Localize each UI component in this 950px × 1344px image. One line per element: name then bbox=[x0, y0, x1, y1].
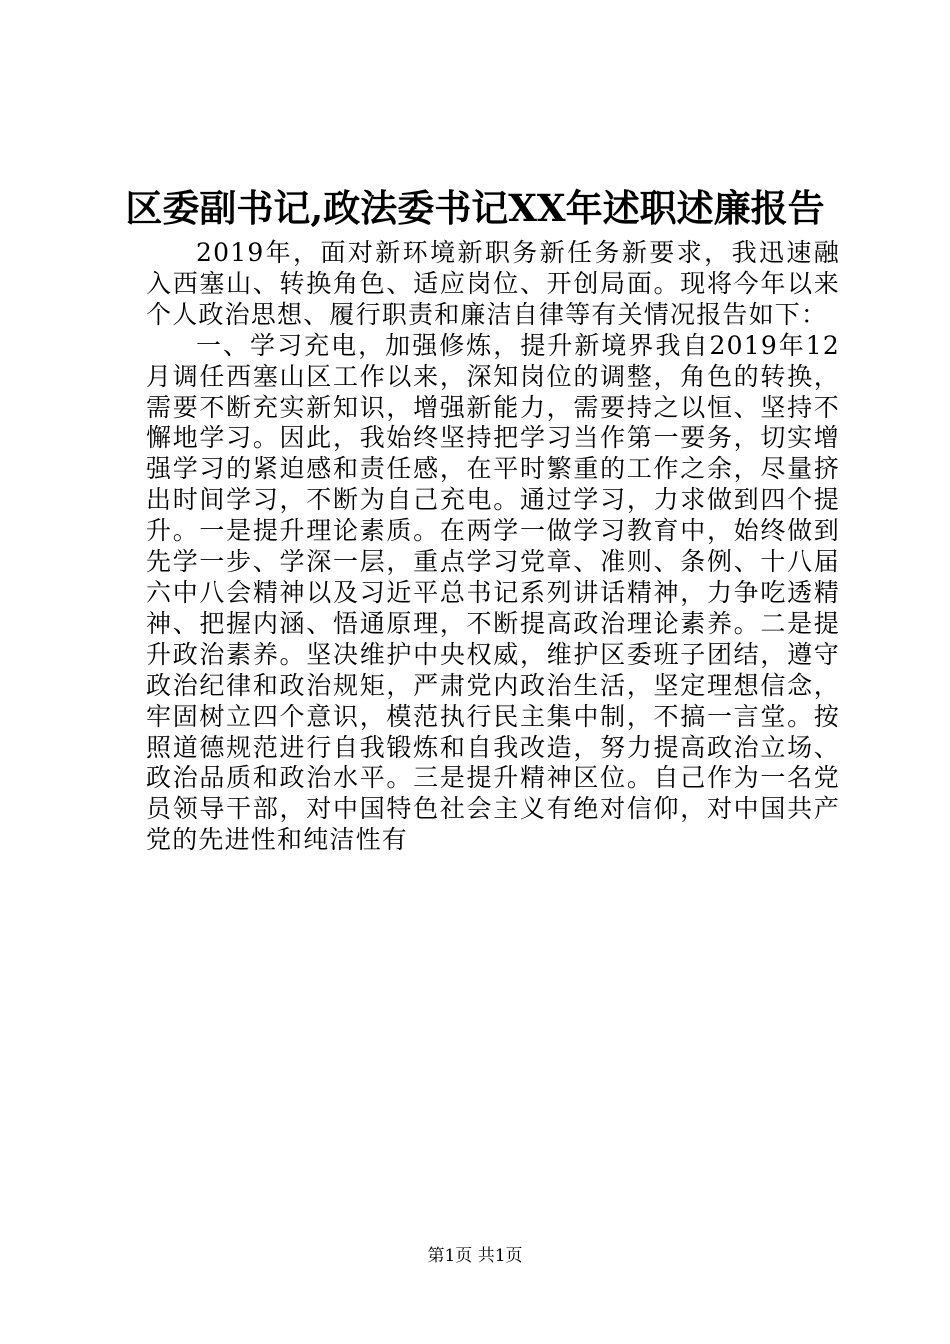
document-body bbox=[146, 238, 840, 856]
page-footer: 第1页 共1页 bbox=[427, 1246, 523, 1266]
paragraph-intro: 2019年，面对新环境新职务新任务新要求，我迅速融入西塞山、转换角色、适应岗位、开创局面。现将今年以来个人政治思想、履行职责和廉洁自律等有关情况报告如下： bbox=[146, 238, 840, 329]
paragraph-section-one: 一、学习充电，加强修炼，提升新境界我自2019年12月调任西塞山区工作以来，深知岗位的调整，角色的转换，需要不断充实新知识，增强新能力，需要持之以恒、坚持不懈地学习。因此，我始终坚持把学习当作第一要务，切实增强学习的紧迫感和责任感，在平时繁重的工作之余，尽量挤出时间学习，不断为自己充电。通过学习，力求做到四个提升。一是提升理论素质。在两学一做学习教育中，始终做到先学一步、学深一层，重点学习党章、准则、条例、十八届六中八会精神以及习近平总书记系列讲话精神，力争吃透精神、把握内涵、悟通原理，不断提高政治理论素养。二是提升政治素养。坚决维护中央权威，维护区委班子团结，遵守政治纪律和政治规矩，严肃党内政治生活，坚定理想信念，牢固树立四个意识，模范执行民主集中制，不搞一言堂。按照道德规范进行自我锻炼和自我改造，努力提高政治立场、政治品质和政治水平。三是提升精神区位。自己作为一名党员领导干部，对中国特色社会主义有绝对信仰，对中国共产党的先进性和纯洁性有 bbox=[146, 330, 840, 855]
document-title: 区委副书记,政法委书记XX年述职述廉报告 bbox=[125, 186, 825, 230]
